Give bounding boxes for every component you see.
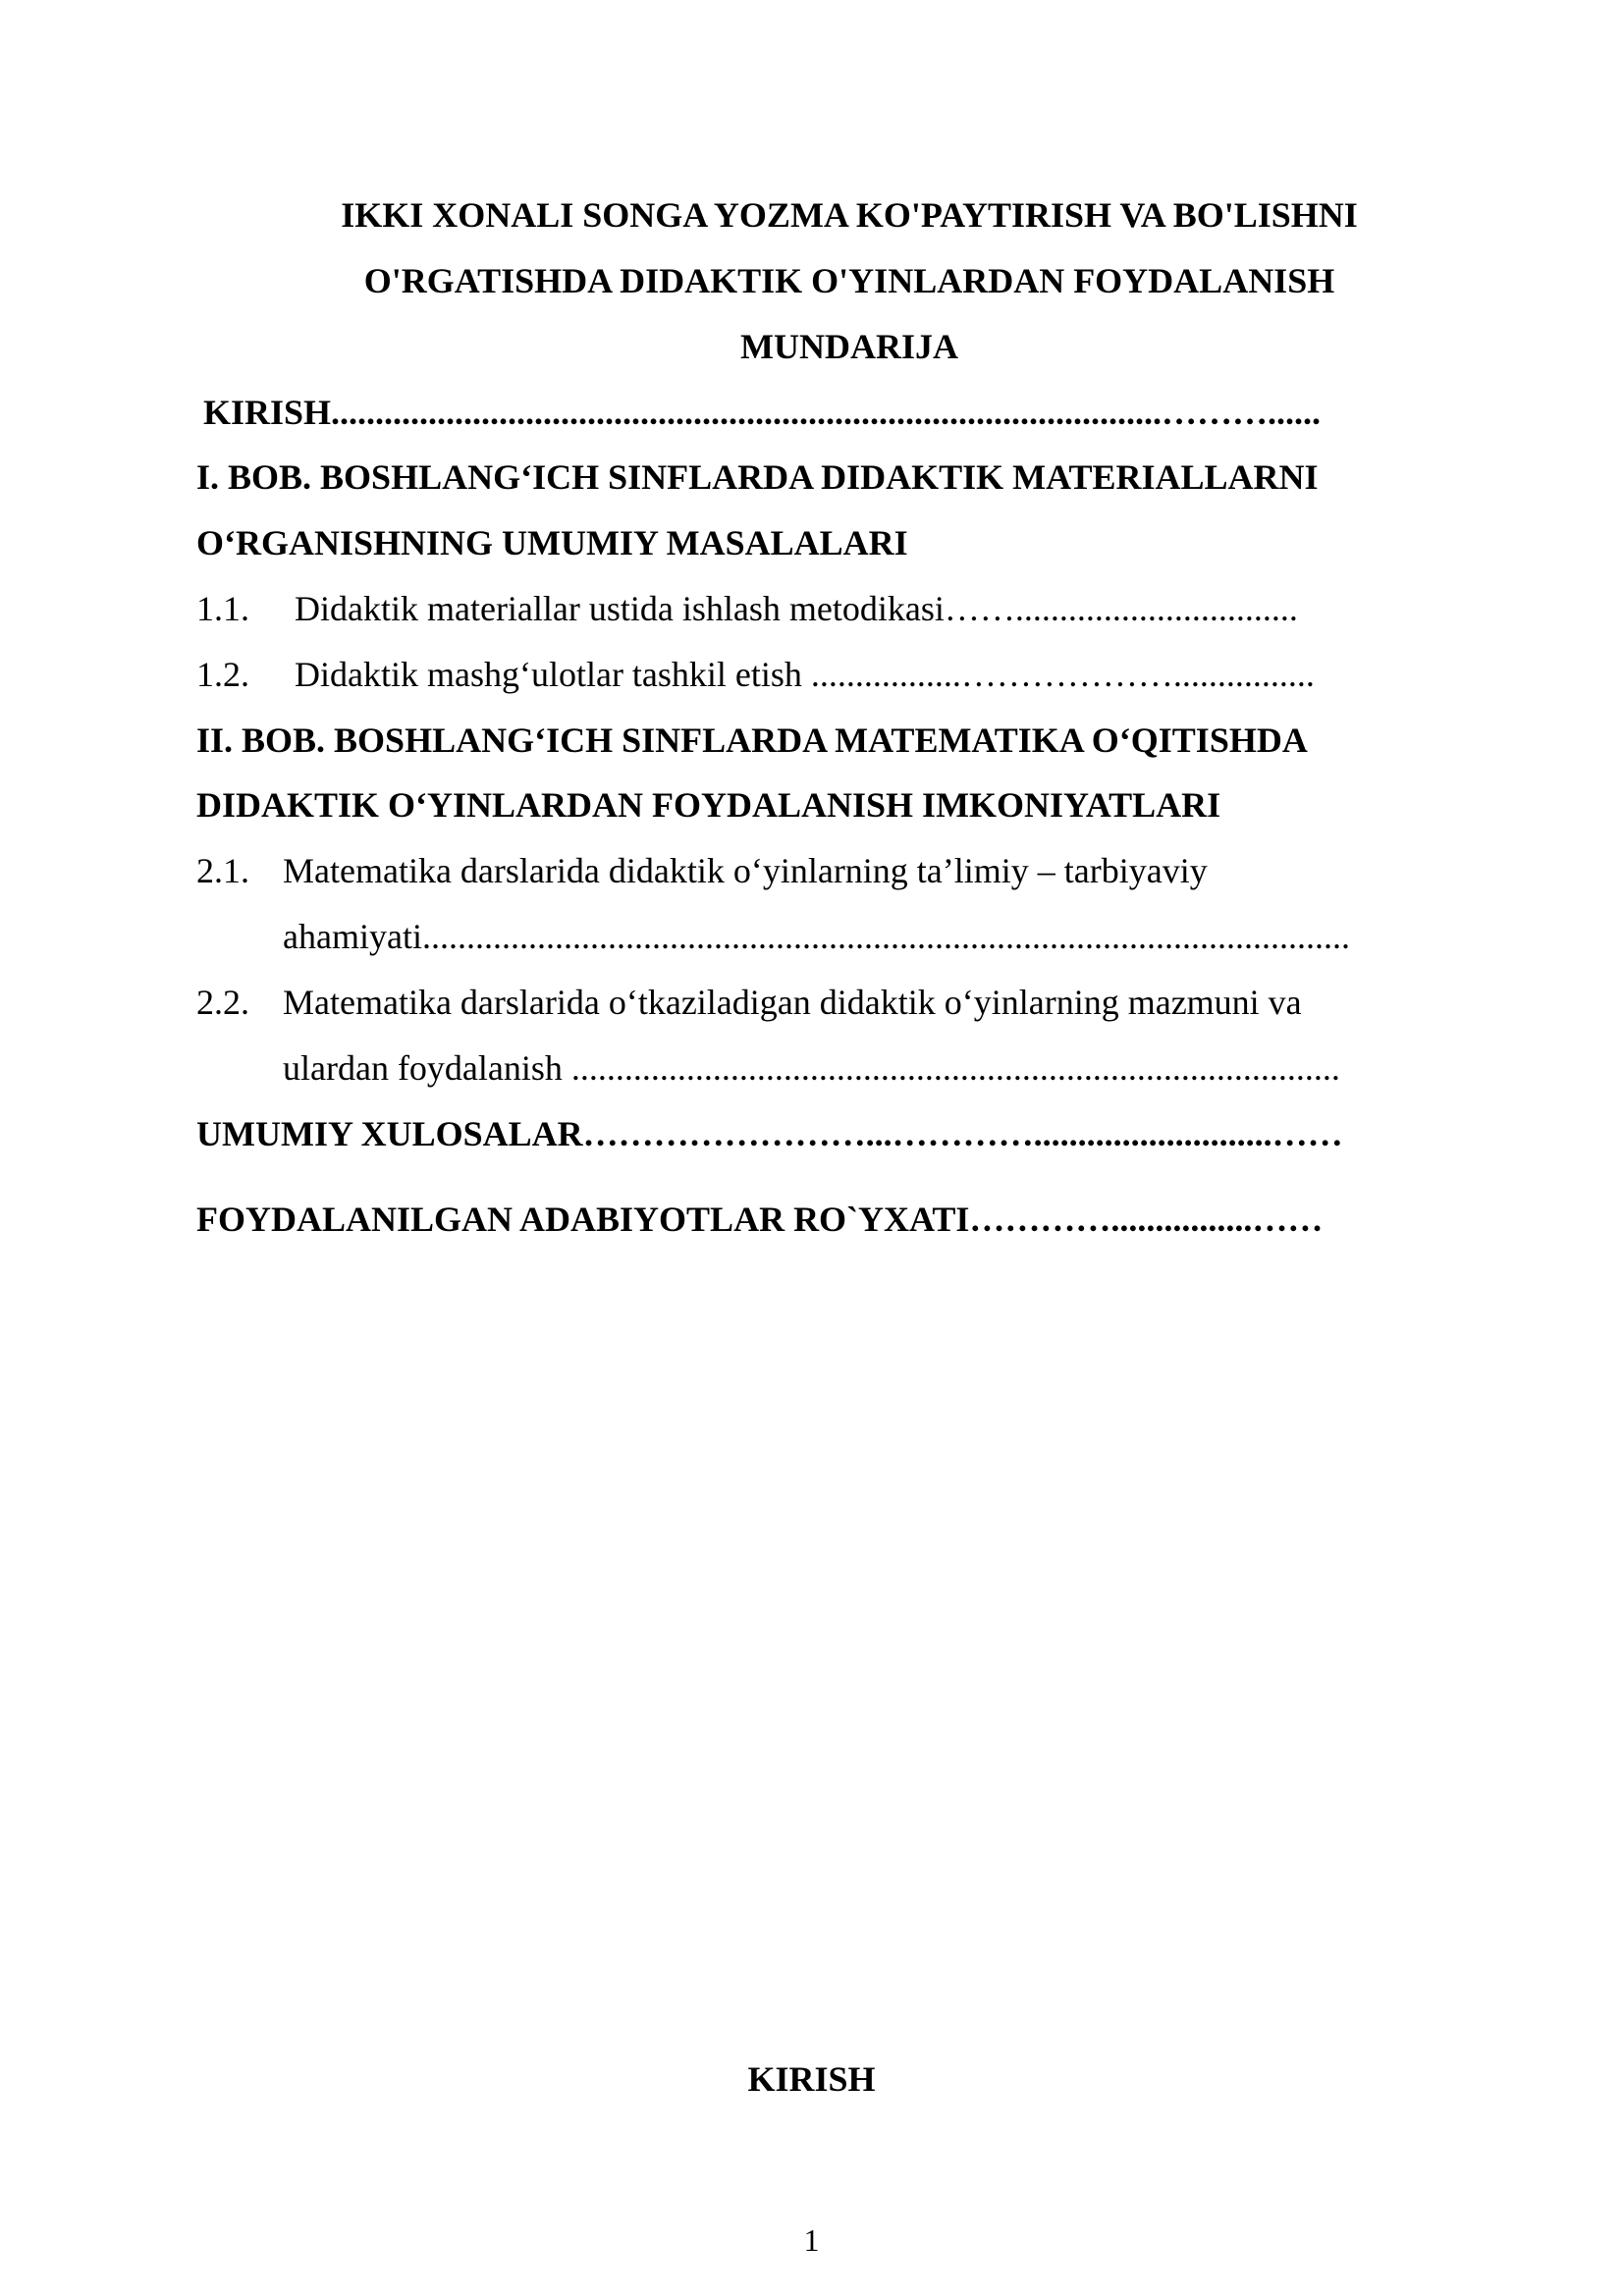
toc-chapter-1-line-1: I. BOB. BOSHLANG‘ICH SINFLARDA DIDAKTIK MATERIALLARNI	[196, 457, 1319, 497]
toc-entry-number: 2.1.	[196, 851, 249, 890]
toc-chapter-2-line-2: DIDAKTIK O‘YINLARDAN FOYDALANISH IMKONIYATLARI	[196, 785, 1221, 825]
toc-entry-1-2	[196, 655, 1315, 694]
toc-chapter-1-line-2: O‘RGANISHNING UMUMIY MASALALARI	[196, 523, 908, 562]
toc-entry-2-1	[196, 851, 1208, 890]
toc-entry-conclusions: UMUMIY XULOSALAR……………………...…………...........................……	[196, 1114, 1343, 1153]
toc-entry-text: Matematika darslarida didaktik o‘yinlarning ta’limiy – tarbiyaviy	[283, 851, 1208, 890]
toc-entry-text: Didaktik mashg‘ulotlar tashkil etish .................………………................	[295, 655, 1315, 694]
document-title-line-1: IKKI XONALI SONGA YOZMA KO'PAYTIRISH VA BO'LISHNI	[341, 195, 1358, 235]
toc-entry-references: FOYDALANILGAN ADABIYOTLAR RO`YXATI…………................……	[196, 1200, 1324, 1239]
toc-entry-2-1-continuation: ahamiyati.........................................................................................................	[283, 917, 1350, 956]
section-heading-kirish: KIRISH	[747, 2059, 876, 2099]
toc-entry-kirish: KIRISH..............................................................................................………......	[203, 393, 1322, 432]
contents-heading: MUNDARIJA	[740, 327, 958, 366]
toc-entry-text: Didaktik materiallar ustida ishlash metodikasi……................................	[295, 589, 1298, 628]
toc-entry-2-2	[196, 983, 1302, 1022]
toc-entry-number: 2.2.	[196, 983, 249, 1022]
toc-entry-number: 1.1.	[196, 589, 249, 628]
toc-entry-text: Matematika darslarida o‘tkaziladigan didaktik o‘yinlarning mazmuni va	[283, 983, 1302, 1022]
toc-chapter-2-line-1: II. BOB. BOSHLANG‘ICH SINFLARDA MATEMATIKA O‘QITISHDA	[196, 721, 1308, 760]
page-number: 1	[803, 2222, 820, 2258]
toc-entry-2-2-continuation: ulardan foydalanish .......................................................................................	[283, 1048, 1340, 1088]
document-title-line-2: O'RGATISHDA DIDAKTIK O'YINLARDAN FOYDALANISH	[363, 261, 1335, 300]
toc-entry-1-1	[196, 589, 1298, 628]
toc-entry-number: 1.2.	[196, 655, 249, 694]
